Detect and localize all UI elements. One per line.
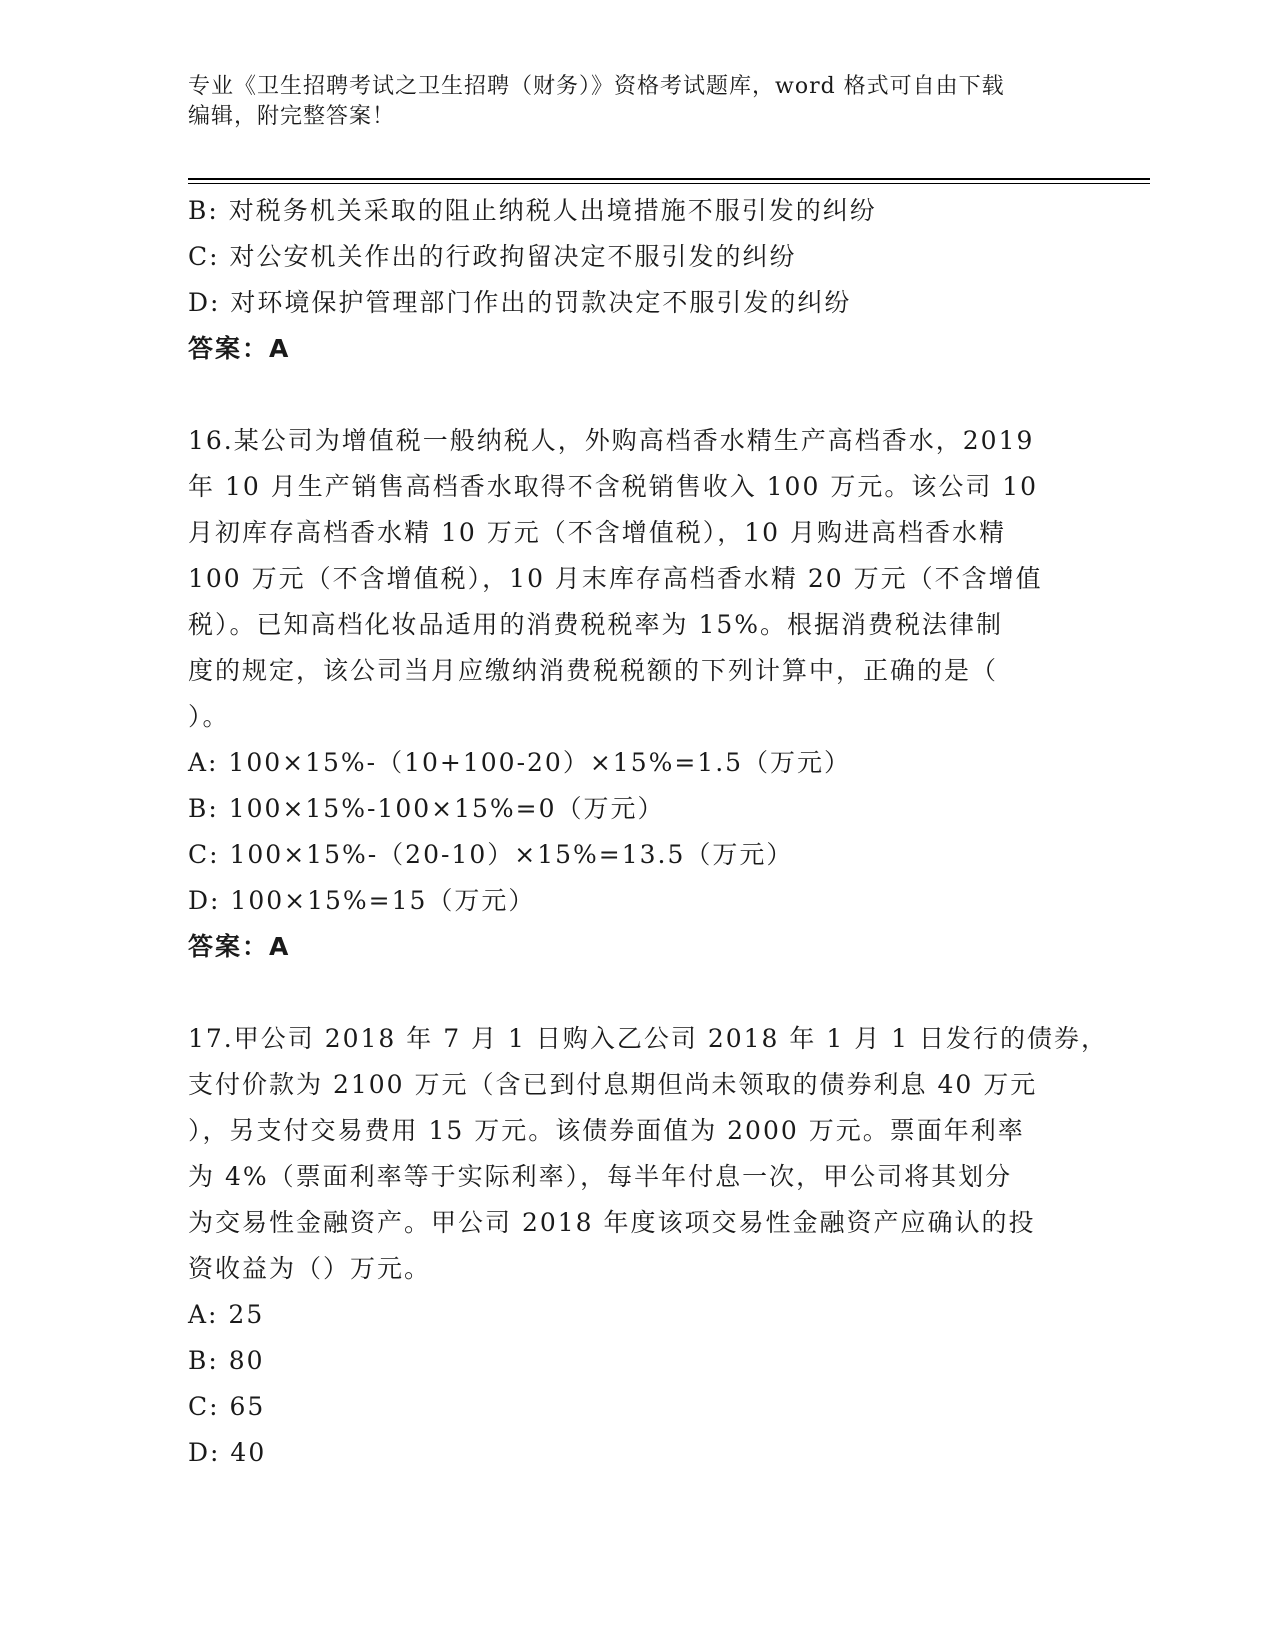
q16-stem-line: 月初库存高档香水精 10 万元（不含增值税），10 月购进高档香水精 (188, 518, 1006, 547)
question-content (188, 188, 1108, 1476)
q17-option-b: B: 80 (188, 1346, 265, 1375)
question-16 (188, 418, 1068, 970)
q17-option-c: C: 65 (188, 1392, 266, 1421)
q17-stem-line: 资收益为（）万元。 (188, 1254, 432, 1283)
q16-stem-line: ）。 (188, 702, 230, 731)
q17-option-a: A: 25 (188, 1300, 265, 1329)
q16-option-b: B: 100×15%-100×15%=0（万元） (188, 794, 665, 823)
q15-option-c: C: 对公安机关作出的行政拘留决定不服引发的纠纷 (188, 242, 797, 271)
header-line-1: 专业《卫生招聘考试之卫生招聘（财务）》资格考试题库，word 格式可自由下载 (188, 74, 1005, 99)
q17-stem-line: 17.甲公司 2018 年 7 月 1 日购入乙公司 2018 年 1 月 1 日发行的债券， (188, 1024, 1108, 1053)
q17-stem-line: 为交易性金融资产。甲公司 2018 年度该项交易性金融资产应确认的投 (188, 1208, 1036, 1237)
q16-stem-line: 税）。已知高档化妆品适用的消费税税率为 15%。根据消费税法律制 (188, 610, 1004, 639)
q16-option-d: D: 100×15%=15（万元） (188, 886, 536, 915)
q15-option-d: D: 对环境保护管理部门作出的罚款决定不服引发的纠纷 (188, 288, 852, 317)
question-15 (188, 188, 1068, 372)
q16-stem-line: 16.某公司为增值税一般纳税人，外购高档香水精生产高档香水，2019 (188, 426, 1035, 455)
q16-option-c: C: 100×15%-（20-10）×15%=13.5（万元） (188, 840, 794, 869)
q17-stem-line: 支付价款为 2100 万元（含已到付息期但尚未领取的债券利息 40 万元 (188, 1070, 1038, 1099)
q17-stem-line: ），另支付交易费用 15 万元。该债券面值为 2000 万元。票面年利率 (188, 1116, 1025, 1145)
header-divider-thick (188, 178, 1150, 180)
q15-option-b: B: 对税务机关采取的阻止纳税人出境措施不服引发的纠纷 (188, 196, 877, 225)
q16-answer: 答案：A (188, 932, 291, 961)
q16-stem-line: 度的规定，该公司当月应缴纳消费税税额的下列计算中，正确的是（ (188, 656, 999, 685)
q16-option-a: A: 100×15%-（10+100-20）×15%=1.5（万元） (188, 748, 852, 777)
q16-stem-line: 100 万元（不含增值税），10 月末库存高档香水精 20 万元（不含增值 (188, 564, 1043, 593)
document-header (188, 72, 1068, 132)
q16-stem-line: 年 10 月生产销售高档香水取得不含税销售收入 100 万元。该公司 10 (188, 472, 1039, 501)
header-divider-thin (188, 183, 1150, 184)
q17-stem-line: 为 4%（票面利率等于实际利率），每半年付息一次，甲公司将其划分 (188, 1162, 1013, 1191)
question-17 (188, 1016, 1108, 1476)
spacer (188, 970, 1068, 1016)
spacer (188, 372, 1068, 418)
q15-answer: 答案：A (188, 334, 291, 363)
q17-option-d: D: 40 (188, 1438, 267, 1467)
header-line-2: 编辑，附完整答案！ (188, 104, 396, 129)
